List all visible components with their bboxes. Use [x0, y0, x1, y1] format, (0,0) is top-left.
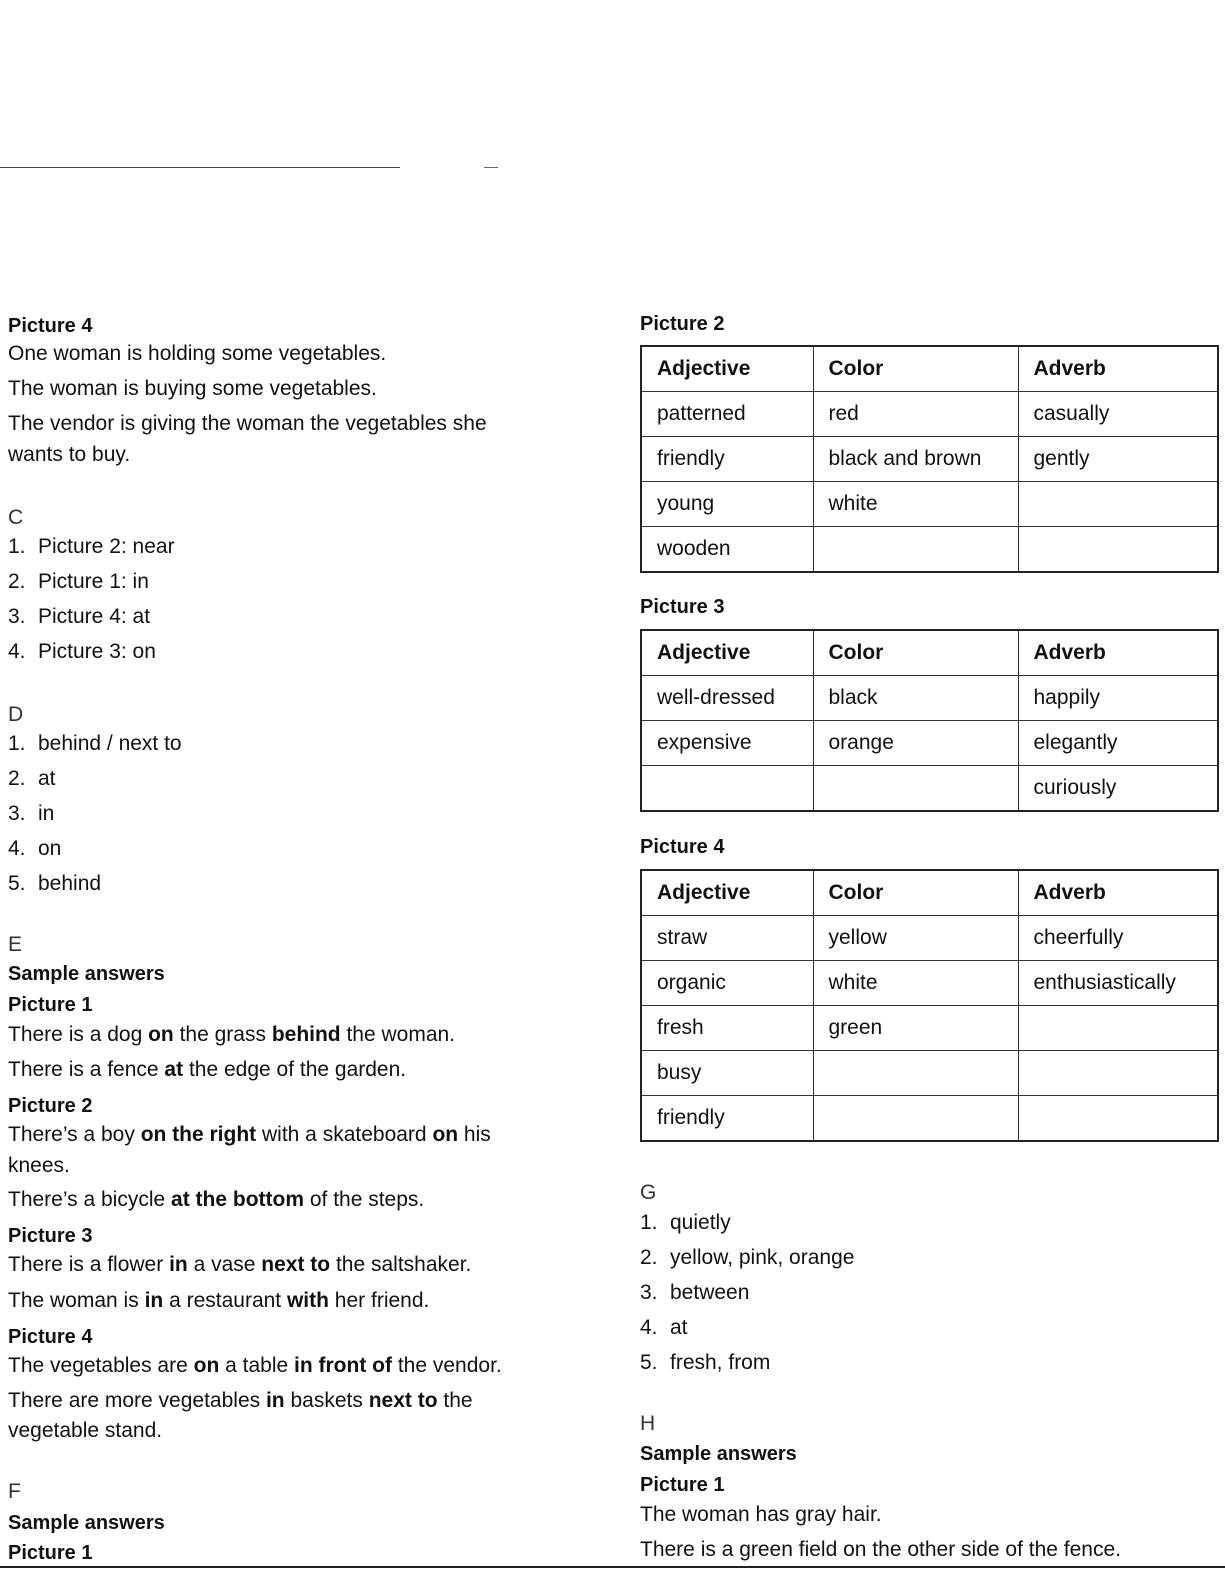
list-item: 1. behind / next to [8, 732, 182, 755]
list-item: 5. fresh, from [640, 1351, 771, 1374]
list-item: 1. Picture 2: near [8, 535, 175, 558]
table-cell: yellow [813, 916, 1018, 961]
list-item: 3. Picture 4: at [8, 605, 151, 628]
picture-1-heading: Picture 1 [8, 1542, 93, 1564]
table-cell [1018, 1096, 1218, 1142]
word-table [640, 345, 1219, 573]
table-cell: busy [641, 1051, 813, 1096]
word-table [640, 629, 1219, 812]
text-line: knees. [8, 1154, 70, 1177]
table-cell: young [641, 482, 813, 527]
picture-4-heading: Picture 4 [8, 315, 93, 337]
table-cell: orange [813, 721, 1018, 766]
picture-1-heading: Picture 1 [8, 994, 93, 1016]
text-line: There are more vegetables in baskets next to the [8, 1389, 473, 1412]
word-table [640, 869, 1219, 1142]
table-cell [641, 766, 813, 812]
sample-answers-heading: Sample answers [8, 963, 165, 985]
table-cell: straw [641, 916, 813, 961]
table-cell: black and brown [813, 437, 1018, 482]
table-header-cell: Adjective [641, 346, 813, 392]
table-header-cell: Color [813, 870, 1018, 916]
picture-4-heading-e: Picture 4 [8, 1326, 93, 1348]
table-header-cell: Adjective [641, 870, 813, 916]
table-cell: wooden [641, 527, 813, 573]
text-line: The woman has gray hair. [640, 1503, 882, 1526]
table-cell [1018, 1006, 1218, 1051]
table-cell [1018, 527, 1218, 573]
table-cell: red [813, 392, 1018, 437]
table-cell: organic [641, 961, 813, 1006]
list-item: 3. in [8, 802, 55, 825]
bottom-rule [0, 1566, 1225, 1568]
table-header-cell: Color [813, 630, 1018, 676]
text-line: There is a green field on the other side of the fence. [640, 1538, 1121, 1561]
sample-answers-heading: Sample answers [640, 1443, 797, 1465]
top-rule-dash [484, 167, 498, 168]
table-row [641, 392, 1218, 437]
table-row [641, 1006, 1218, 1051]
table-row [641, 961, 1218, 1006]
table-header-cell: Adverb [1018, 870, 1218, 916]
table-row [641, 676, 1218, 721]
table-row [641, 766, 1218, 812]
table-row [641, 527, 1218, 573]
list-item: 2. at [8, 767, 56, 790]
section-f-label: F [8, 1480, 21, 1503]
table-cell: gently [1018, 437, 1218, 482]
section-g-label: G [640, 1181, 657, 1204]
table-cell: expensive [641, 721, 813, 766]
picture-3-heading: Picture 3 [8, 1225, 93, 1247]
section-c-label: C [8, 506, 24, 529]
table-header-row [641, 630, 1218, 676]
text-line: There’s a bicycle at the bottom of the steps. [8, 1188, 425, 1211]
table-row [641, 916, 1218, 961]
table-cell: enthusiastically [1018, 961, 1218, 1006]
text-line: There is a flower in a vase next to the saltshaker. [8, 1253, 472, 1276]
text-line: The vegetables are on a table in front of the vendor. [8, 1354, 502, 1377]
table-header-cell: Adverb [1018, 630, 1218, 676]
table-cell: curiously [1018, 766, 1218, 812]
top-rule [0, 167, 400, 168]
table-title: Picture 2 [640, 313, 725, 335]
text-line: There is a fence at the edge of the garden. [8, 1058, 407, 1081]
table-header-row [641, 346, 1218, 392]
table-cell: white [813, 482, 1018, 527]
table-cell: white [813, 961, 1018, 1006]
table-cell: casually [1018, 392, 1218, 437]
list-item: 2. Picture 1: in [8, 570, 149, 593]
table-cell: well-dressed [641, 676, 813, 721]
table-row [641, 1051, 1218, 1096]
list-item: 2. yellow, pink, orange [640, 1246, 855, 1269]
table-cell [813, 1096, 1018, 1142]
list-item: 4. Picture 3: on [8, 640, 156, 663]
text-line: The vendor is giving the woman the vegetables she [8, 412, 487, 435]
table-cell [1018, 482, 1218, 527]
table-cell: cheerfully [1018, 916, 1218, 961]
sample-answers-heading: Sample answers [8, 1512, 165, 1534]
text-line: vegetable stand. [8, 1419, 163, 1442]
table-cell: friendly [641, 437, 813, 482]
text-line: There’s a boy on the right with a skateboard on his [8, 1123, 491, 1146]
section-d-label: D [8, 703, 24, 726]
table-cell [813, 1051, 1018, 1096]
table-header-cell: Adverb [1018, 346, 1218, 392]
list-item: 4. at [640, 1316, 688, 1339]
text-line: wants to buy. [8, 443, 131, 466]
section-e-label: E [8, 933, 23, 956]
text-line: There is a dog on the grass behind the woman. [8, 1023, 456, 1046]
table-row [641, 437, 1218, 482]
text-line: The woman is in a restaurant with her friend. [8, 1289, 430, 1312]
list-item: 1. quietly [640, 1211, 731, 1234]
list-item: 3. between [640, 1281, 750, 1304]
picture-2-heading: Picture 2 [8, 1095, 93, 1117]
table-header-cell: Adjective [641, 630, 813, 676]
table-title: Picture 4 [640, 836, 725, 858]
table-row [641, 721, 1218, 766]
table-cell: black [813, 676, 1018, 721]
table-cell: happily [1018, 676, 1218, 721]
table-cell: elegantly [1018, 721, 1218, 766]
table-cell [1018, 1051, 1218, 1096]
table-cell: green [813, 1006, 1018, 1051]
picture-1-heading: Picture 1 [640, 1474, 725, 1496]
table-header-row [641, 870, 1218, 916]
table-header-cell: Color [813, 346, 1018, 392]
text-line: The woman is buying some vegetables. [8, 377, 377, 400]
table-title: Picture 3 [640, 596, 725, 618]
table-cell: patterned [641, 392, 813, 437]
table-cell [813, 527, 1018, 573]
text-line: One woman is holding some vegetables. [8, 342, 387, 365]
section-h-label: H [640, 1412, 656, 1435]
table-cell [813, 766, 1018, 812]
table-cell: friendly [641, 1096, 813, 1142]
list-item: 4. on [8, 837, 62, 860]
table-row [641, 482, 1218, 527]
list-item: 5. behind [8, 872, 102, 895]
table-cell: fresh [641, 1006, 813, 1051]
table-row [641, 1096, 1218, 1142]
